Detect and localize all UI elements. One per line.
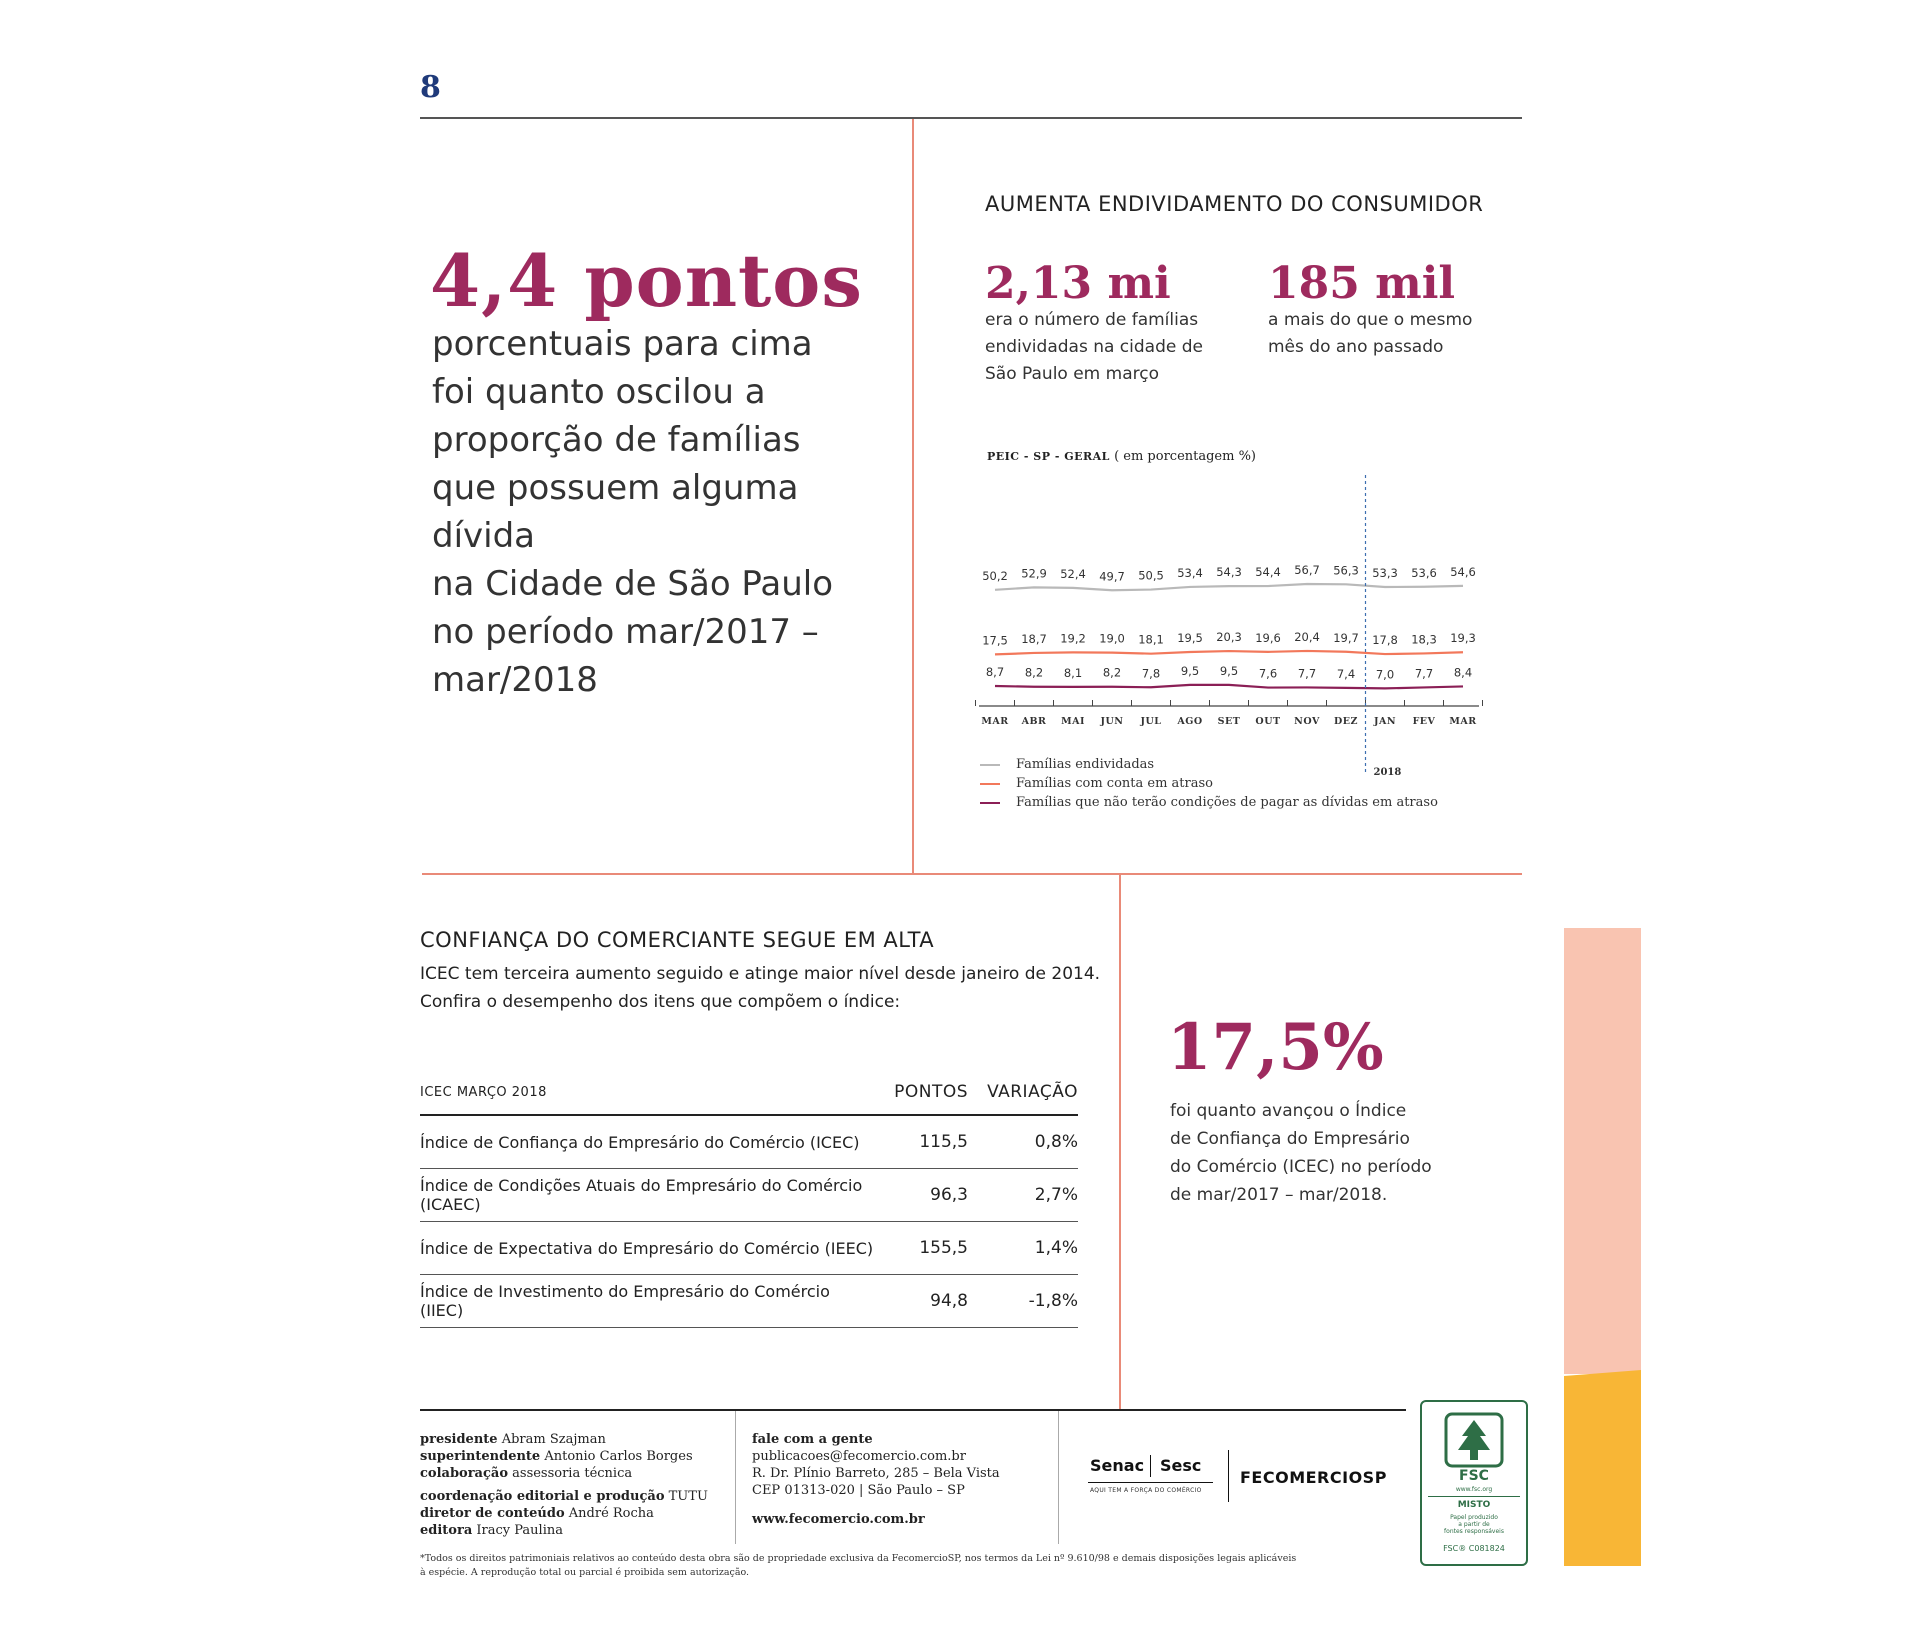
data-label: 8,2 (1024, 665, 1044, 680)
icec-stat-value: 17,5% (1167, 1010, 1384, 1085)
legend-label: Famílias com conta em atraso (1016, 776, 1213, 791)
headline-line: na Cidade de São Paulo (432, 564, 834, 604)
data-label: 9,5 (1219, 663, 1239, 678)
year-marker-label: 2018 (1373, 767, 1402, 778)
headline-line: mar/2018 (432, 660, 598, 700)
table-row (420, 1115, 1078, 1169)
decorative-bar-yellow (1564, 1370, 1641, 1566)
vertical-divider-bottom (1119, 875, 1121, 1411)
credit-line (420, 1431, 708, 1448)
data-label: 7,4 (1336, 666, 1356, 681)
data-label: 8,1 (1063, 665, 1083, 680)
stat2-line: a mais do que o mesmo (1268, 310, 1473, 330)
table-cell: 0,8% (968, 1115, 1078, 1169)
contact-cep: CEP 01313-020 | São Paulo – SP (752, 1483, 965, 1498)
x-tick-label: JUN (1100, 716, 1124, 727)
disclaimer-line: à espécie. A reprodução total ou parcial é proibida sem autorização. (420, 1567, 750, 1578)
table-row (420, 1222, 1078, 1275)
x-tick-label: NOV (1294, 716, 1320, 727)
data-label: 7,0 (1375, 667, 1395, 682)
x-tick-label: MAR (981, 716, 1009, 727)
table-cell: Índice de Condições Atuais do Empresário do Comércio (ICAEC) (420, 1169, 878, 1222)
table-cell: Índice de Investimento do Empresário do Comércio (IIEC) (420, 1275, 878, 1328)
icec-table-wrap (420, 1080, 1078, 1328)
credit-line (420, 1448, 708, 1465)
chart-plot (975, 475, 1500, 795)
disclaimer-line: *Todos os direitos patrimoniais relativos ao conteúdo desta obra são de propriedade exclusiva da FecomercioSP, nos termos da Lei nº 9.610/98 e demais disposições legais aplicáveis (420, 1553, 1297, 1564)
data-label: 52,4 (1060, 566, 1086, 581)
fsc-line: fontes responsáveis (1444, 1528, 1504, 1535)
data-label: 56,3 (1333, 563, 1359, 578)
headline-line: proporção de famílias (432, 420, 801, 460)
headline-line: que possuem alguma dívida (432, 468, 799, 556)
series-line-2 (995, 685, 1463, 689)
footer-divider (735, 1411, 736, 1544)
x-tick-label: SET (1217, 716, 1241, 727)
vertical-divider-top (912, 119, 914, 873)
legend-label: Famílias que não terão condições de pagar as dívidas em atraso (1016, 795, 1438, 810)
data-label: 19,7 (1333, 630, 1359, 645)
table-cell: 115,5 (878, 1115, 968, 1169)
legend-label: Famílias endividadas (1016, 757, 1155, 772)
x-tick-label: FEV (1412, 716, 1436, 727)
fsc-brand: FSC (1459, 1468, 1489, 1484)
stat1-value: 2,13 mi (985, 258, 1171, 309)
x-tick-label: OUT (1255, 716, 1281, 727)
icec-stat-line: do Comércio (ICEC) no período (1170, 1157, 1432, 1177)
fsc-site: www.fsc.org (1455, 1486, 1493, 1493)
chart-title-bold: PEIC - SP - GERAL (987, 450, 1110, 463)
logo-tagline: AQUI TEM A FORÇA DO COMÉRCIO (1090, 1487, 1202, 1494)
credit-name: assessoria técnica (512, 1466, 633, 1481)
data-label: 17,8 (1372, 633, 1398, 648)
table-header: PONTOS (878, 1080, 968, 1115)
horizontal-divider (422, 873, 1522, 875)
data-label: 19,2 (1060, 631, 1086, 646)
icec-stat-line: de mar/2017 – mar/2018. (1170, 1185, 1388, 1205)
data-label: 54,4 (1255, 565, 1281, 580)
stat2-value: 185 mil (1268, 258, 1456, 309)
credit-line (420, 1522, 708, 1539)
data-label: 56,7 (1294, 562, 1320, 577)
icec-stat-text (1170, 1097, 1432, 1209)
fsc-description (1422, 1514, 1526, 1535)
chart-title (987, 449, 1256, 464)
headline-value: 4,4 pontos (430, 238, 863, 323)
page-number: 8 (420, 70, 441, 105)
table-cell: 1,4% (968, 1222, 1078, 1275)
header-rule (420, 117, 1522, 119)
subtitle-line: Confira o desempenho dos itens que compõem o índice: (420, 992, 901, 1012)
contact-address: R. Dr. Plínio Barreto, 285 – Bela Vista (752, 1466, 1000, 1481)
data-label: 19,6 (1255, 630, 1281, 645)
headline-line: porcentuais para cima (432, 324, 813, 364)
fsc-type: MISTO (1457, 1500, 1491, 1510)
headline-line: foi quanto oscilou a (432, 372, 766, 412)
credit-name: Abram Szajman (501, 1432, 606, 1447)
x-tick-label: MAR (1449, 716, 1477, 727)
disclaimer (420, 1552, 1410, 1580)
data-label: 19,5 (1177, 631, 1203, 645)
data-label: 9,5 (1180, 663, 1200, 678)
logo-divider (1228, 1450, 1229, 1502)
footer-rule (420, 1409, 1406, 1411)
headline-line: no período mar/2017 – (432, 612, 819, 652)
stat1-text (985, 307, 1203, 388)
data-label: 7,8 (1141, 666, 1161, 681)
confidence-subtitle (420, 960, 1100, 1016)
table-cell: 2,7% (968, 1169, 1078, 1222)
data-label: 17,5 (982, 633, 1008, 648)
table-row (420, 1169, 1078, 1222)
fsc-code: FSC® C081824 (1443, 1544, 1505, 1553)
x-tick-label: JAN (1373, 716, 1397, 727)
fsc-line: a partir de (1458, 1521, 1490, 1528)
contact-title: fale com a gente (752, 1432, 873, 1447)
icec-stat-line: foi quanto avançou o Índice (1170, 1101, 1407, 1121)
x-tick-label: MAI (1061, 716, 1085, 727)
credit-line (420, 1465, 708, 1482)
fsc-line: Papel produzido (1450, 1514, 1498, 1521)
icec-stat-line: de Confiança do Empresário (1170, 1129, 1410, 1149)
footer-credits (420, 1431, 708, 1539)
credit-role: superintendente (420, 1449, 541, 1464)
data-label: 54,6 (1450, 564, 1476, 579)
data-label: 8,7 (985, 665, 1005, 680)
table-row (420, 1275, 1078, 1328)
x-tick-label: DEZ (1334, 716, 1358, 727)
credit-name: TUTU (668, 1489, 708, 1504)
data-label: 50,2 (982, 568, 1008, 583)
table-header: ICEC MARÇO 2018 (420, 1080, 878, 1115)
headline-text (432, 320, 912, 704)
data-label: 54,3 (1216, 565, 1242, 580)
data-label: 52,9 (1021, 566, 1047, 581)
data-label: 53,3 (1372, 566, 1398, 581)
x-tick-label: AGO (1177, 716, 1203, 727)
series-line-0 (995, 584, 1463, 590)
data-label: 20,4 (1294, 629, 1320, 644)
credit-name: Iracy Paulina (476, 1523, 563, 1538)
credit-role: colaboração (420, 1466, 508, 1481)
table-cell: 155,5 (878, 1222, 968, 1275)
sesc-wordmark: Sesc (1160, 1456, 1202, 1475)
table-cell: 96,3 (878, 1169, 968, 1222)
footer-divider (1058, 1411, 1059, 1544)
x-tick-label: JUL (1140, 716, 1162, 727)
legend-item (980, 774, 1438, 793)
chart-legend (980, 755, 1438, 812)
table-header-row (420, 1080, 1078, 1115)
stat2-text (1268, 307, 1472, 361)
table-cell: -1,8% (968, 1275, 1078, 1328)
data-label: 18,3 (1411, 632, 1437, 647)
data-label: 8,4 (1453, 665, 1473, 680)
data-label: 19,3 (1450, 631, 1476, 646)
series-line-1 (995, 651, 1463, 654)
legend-swatch-2 (980, 802, 1000, 804)
data-label: 7,6 (1258, 666, 1278, 681)
stat1-line: era o número de famílias (985, 310, 1199, 330)
decorative-bar-peach (1564, 928, 1641, 1374)
data-label: 53,4 (1177, 565, 1203, 580)
website-link[interactable]: www.fecomercio.com.br (752, 1512, 925, 1527)
table-cell: 94,8 (878, 1275, 968, 1328)
data-label: 18,1 (1138, 632, 1164, 647)
senac-wordmark: Senac (1090, 1456, 1145, 1475)
debt-section-title: AUMENTA ENDIVIDAMENTO DO CONSUMIDOR (985, 192, 1484, 216)
icec-table (420, 1080, 1078, 1328)
data-label: 50,5 (1138, 568, 1164, 583)
confidence-section-title: CONFIANÇA DO COMERCIANTE SEGUE EM ALTA (420, 928, 935, 952)
legend-swatch-1 (980, 783, 1000, 785)
credit-role: presidente (420, 1432, 498, 1447)
data-label: 19,0 (1099, 631, 1125, 646)
data-label: 53,6 (1411, 565, 1437, 580)
credit-name: André Rocha (568, 1506, 654, 1521)
credit-line (420, 1488, 708, 1505)
table-header: VARIAÇÃO (968, 1080, 1078, 1115)
footer-contact (752, 1431, 1000, 1528)
legend-item (980, 793, 1438, 812)
legend-item (980, 755, 1438, 774)
senac-sesc-logo (1088, 1453, 1213, 1508)
credit-line (420, 1505, 708, 1522)
credit-role: editora (420, 1523, 473, 1538)
fsc-tree-icon (1422, 1408, 1526, 1468)
fecomercio-logo: FECOMERCIOSP (1240, 1468, 1387, 1487)
data-label: 7,7 (1414, 666, 1434, 681)
x-tick-label: ABR (1021, 716, 1047, 727)
stat1-line: endividadas na cidade de (985, 337, 1203, 357)
contact-email[interactable]: publicacoes@fecomercio.com.br (752, 1449, 966, 1464)
chart-title-rest: ( em porcentagem %) (1114, 449, 1257, 464)
subtitle-line: ICEC tem terceira aumento seguido e atinge maior nível desde janeiro de 2014. (420, 964, 1101, 984)
stat2-line: mês do ano passado (1268, 337, 1444, 357)
data-label: 8,2 (1102, 665, 1122, 680)
table-cell: Índice de Confiança do Empresário do Comércio (ICEC) (420, 1115, 878, 1169)
credit-name: Antonio Carlos Borges (544, 1449, 693, 1464)
data-label: 18,7 (1021, 631, 1047, 646)
stat1-line: São Paulo em março (985, 364, 1159, 384)
fsc-label (1420, 1400, 1528, 1566)
data-label: 7,7 (1297, 666, 1317, 681)
table-cell: Índice de Expectativa do Empresário do Comércio (IEEC) (420, 1222, 878, 1275)
credit-role: diretor de conteúdo (420, 1506, 565, 1521)
legend-swatch-0 (980, 764, 1000, 766)
data-label: 49,7 (1099, 569, 1125, 584)
data-label: 20,3 (1216, 630, 1242, 645)
credit-role: coordenação editorial e produção (420, 1489, 665, 1504)
